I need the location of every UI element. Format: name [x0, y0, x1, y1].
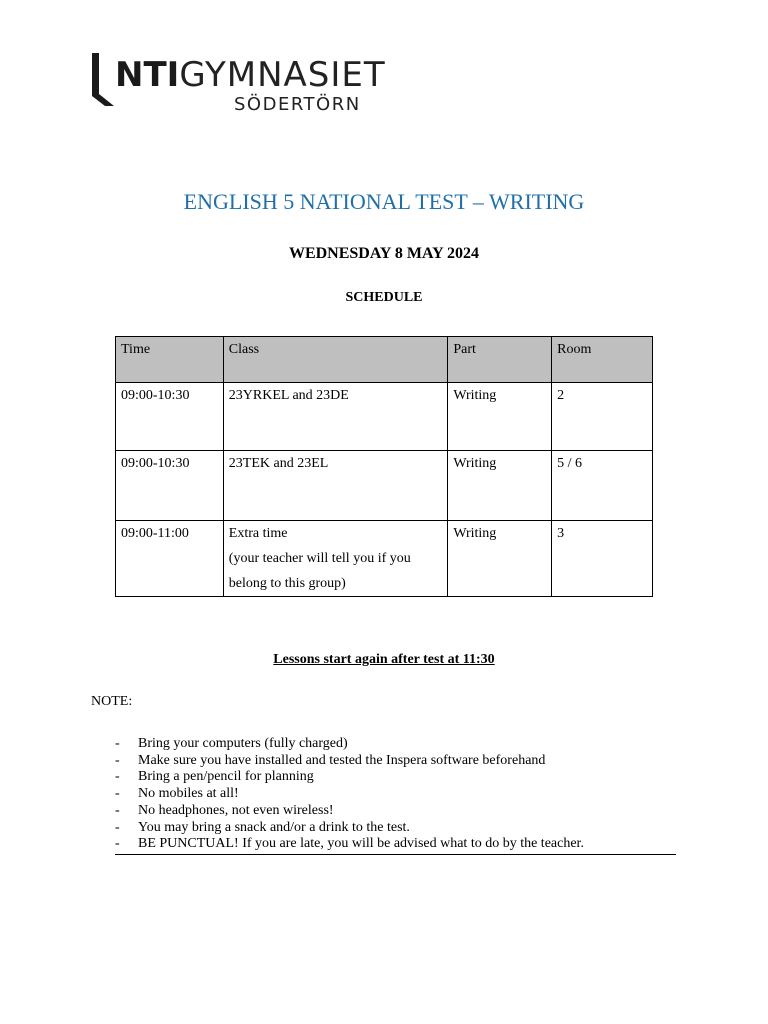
- table-row: [116, 521, 653, 597]
- list-dash: -: [115, 786, 120, 802]
- list-dash: -: [115, 736, 120, 751]
- logo-bracket-icon: [88, 50, 118, 106]
- logo-brand-light: GYMNASIET: [179, 55, 386, 95]
- table-header-row: [116, 337, 653, 383]
- schedule-heading: SCHEDULE: [345, 290, 423, 305]
- rule-text: You may bring a snack and/or a drink to the test.: [138, 819, 410, 835]
- logo-wordmark: [115, 56, 386, 94]
- header-class: Class: [223, 337, 448, 383]
- schedule-table: [115, 336, 653, 597]
- list-item: [115, 769, 676, 786]
- list-dash: -: [115, 769, 120, 785]
- cell-room: 5 / 6: [552, 451, 653, 521]
- table-row: [116, 451, 653, 521]
- list-item: [115, 820, 676, 837]
- cell-class-note: (your teacher will tell you if you belong to this group): [228, 551, 411, 591]
- rule-text: Bring your computers (fully charged): [138, 736, 348, 751]
- header-part: Part: [448, 337, 552, 383]
- logo-campus: SÖDERTÖRN: [234, 94, 361, 115]
- cell-class: 23YRKEL and 23DE: [223, 383, 448, 451]
- rule-text: No headphones, not even wireless!: [138, 802, 334, 818]
- rule-text: BE PUNCTUAL! If you are late, you will be advised what to do by the teacher.: [138, 836, 584, 852]
- list-item: [115, 753, 676, 770]
- list-item: [115, 786, 676, 803]
- school-logo: [88, 50, 386, 115]
- list-item: [115, 836, 676, 853]
- cell-time: 09:00-10:30: [116, 451, 224, 521]
- cell-class: 23TEK and 23EL: [223, 451, 448, 521]
- cell-room: 2: [552, 383, 653, 451]
- rule-text: No mobiles at all!: [138, 786, 239, 802]
- cell-part: Writing: [448, 451, 552, 521]
- cell-class: [223, 521, 448, 597]
- lessons-notice: Lessons start again after test at 11:30: [273, 652, 495, 667]
- cell-room: 3: [552, 521, 653, 597]
- rule-text: Make sure you have installed and tested the Inspera software beforehand: [138, 752, 546, 768]
- cell-part: Writing: [448, 521, 552, 597]
- list-item: [115, 736, 676, 753]
- header-room: Room: [552, 337, 653, 383]
- list-item: [115, 803, 676, 820]
- cell-class-label: Extra time: [228, 526, 288, 541]
- cell-time: 09:00-11:00: [116, 521, 224, 597]
- table-row: [116, 383, 653, 451]
- list-dash: -: [115, 836, 120, 852]
- cell-time: 09:00-10:30: [116, 383, 224, 451]
- rule-text: Bring a pen/pencil for planning: [138, 769, 314, 785]
- list-dash: -: [115, 752, 120, 768]
- document-title: ENGLISH 5 NATIONAL TEST – WRITING: [183, 189, 585, 214]
- list-dash: -: [115, 802, 120, 818]
- logo-brand-bold: NTI: [115, 55, 180, 95]
- cell-part: Writing: [448, 383, 552, 451]
- test-date: WEDNESDAY 8 MAY 2024: [288, 245, 480, 262]
- rules-list: [115, 736, 676, 855]
- note-label: NOTE:: [91, 694, 133, 709]
- list-dash: -: [115, 819, 120, 835]
- header-time: Time: [116, 337, 224, 383]
